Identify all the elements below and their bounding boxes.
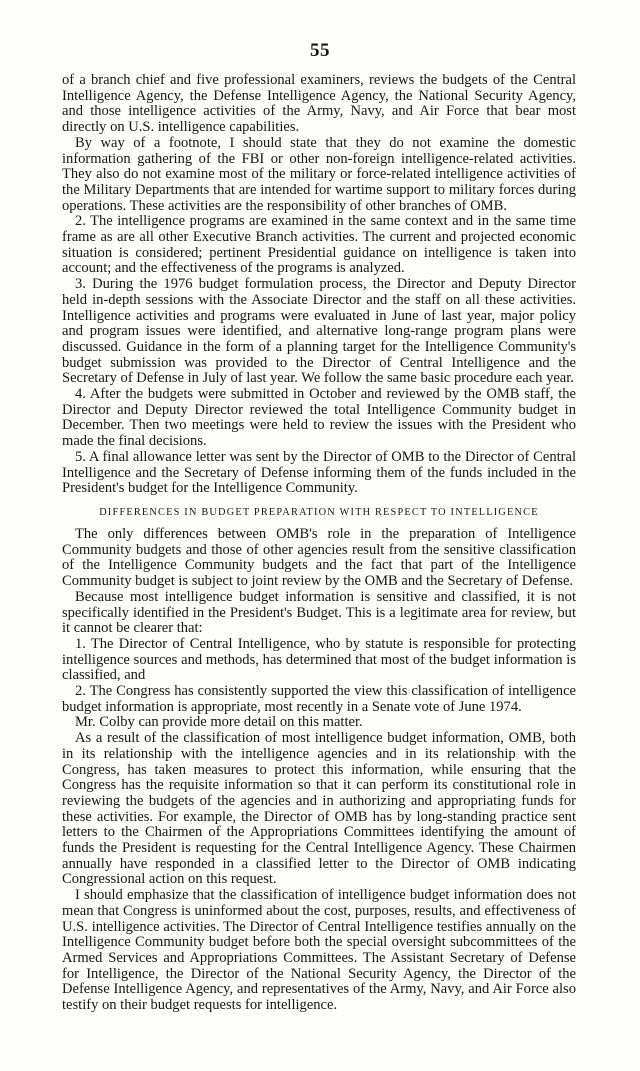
paragraph: By way of a footnote, I should state that they do not examine the domestic information gathering of the FBI or other non-foreign intelligence-related activities. They also do not examine most of the military or force-related intelligence activities of the Military Departments that are intended for wartime support to military forces during operations. These activities are the responsibility of other branches of OMB.: [62, 134, 576, 214]
section-heading: DIFFERENCES IN BUDGET PREPARATION WITH RESPECT TO INTELLIGENCE: [99, 506, 539, 518]
paragraph: 2. The Congress has consistently supported the view this classification of intelligence budget information is appropriate, most recently in a Senate vote of June 1974.: [62, 683, 576, 715]
paragraph: As a result of the classification of most intelligence budget information, OMB, both in its relationship with the intelligence agencies and in its relationship with the Congress, has taken measures to protect this information, while ensuring that the Congress has the requisite information so that it can perform its constitutional role in reviewing the budgets of the agencies and in authorizing and appropriating funds for these activities. For example, the Director of OMB has by long-standing practice sent letters to the Chairmen of the Appropriations Committees identifying the amount of funds the President is requesting for the Central Intelligence Agency. These Chairmen annually have responded in a classified letter to the Director of OMB indicating Congressional action on this request.: [62, 730, 576, 888]
paragraph: 1. The Director of Central Intelligence, who by statute is responsible for protecting intelligence sources and methods, has determined that most of the budget information is classified, and: [62, 635, 576, 684]
paragraph: Mr. Colby can provide more detail on this matter.: [75, 714, 363, 731]
paragraph: 5. A final allowance letter was sent by the Director of OMB to the Director of Central Intelligence and the Secretary of Defense informing them of the funds included in the President's budget for the Intelligence Community.: [62, 448, 576, 497]
paragraph: The only differences between OMB's role in the preparation of Intelligence Community budgets and those of other agencies result from the sensitive classification of the Intelligence Community budgets and the fact that part of the Intelligence Community budget is subject to joint review by the OMB and the Secretary of Defense.: [62, 525, 576, 590]
body-text: [62, 73, 576, 1014]
paragraph: I should emphasize that the classification of intelligence budget information does not mean that Congress is uninformed about the cost, purposes, results, and effectiveness of U.S. intelligence activities. The Director of Central Intelligence testifies annually on the Intelligence Community budget before both the special oversight subcommittees of the Armed Services and Appropriations Committees. The Assistant Secretary of Defense for Intelligence, the Director of the National Security Agency, the Director of the Defense Intelligence Agency, and representatives of the Army, Navy, and Air Force also testify on their budget requests for intelligence.: [62, 887, 576, 1014]
paragraph: Because most intelligence budget information is sensitive and classified, it is not specifically identified in the President's Budget. This is a legitimate area for review, but it cannot be clearer that:: [62, 588, 576, 637]
paragraph: 2. The intelligence programs are examined in the same context and in the same time frame as are all other Executive Branch activities. The current and projected economic situation is considered; pertinent Presidential guidance on intelligence is taken into account; and the effectiveness of the programs is analyzed.: [62, 213, 576, 277]
page-number: 55: [310, 40, 330, 61]
paragraph: 3. During the 1976 budget formulation process, the Director and Deputy Director held in-depth sessions with the Associate Director and the staff on all these activities. Intelligence activities and programs were evaluated in June of last year, major policy and program issues were identified, and alternative long-range program plans were discussed. Guidance in the form of a planning target for the Intelligence Community's budget submission was provided to the Director of Central Intelligence and the Secretary of Defense in July of last year. We follow the same basic procedure each year.: [62, 276, 576, 387]
paragraph: 4. After the budgets were submitted in October and reviewed by the OMB staff, the Director and Deputy Director reviewed the total Intelligence Community budget in December. Then two meetings were held to review the issues with the President who made the final decisions.: [62, 386, 576, 450]
paragraph: of a branch chief and five professional examiners, reviews the budgets of the Central Intelligence Agency, the Defense Intelligence Agency, the National Security Agency, and those intelligence activities of the Army, Navy, and Air Force that bear most directly on U.S. intelligence capabilities.: [62, 72, 576, 136]
